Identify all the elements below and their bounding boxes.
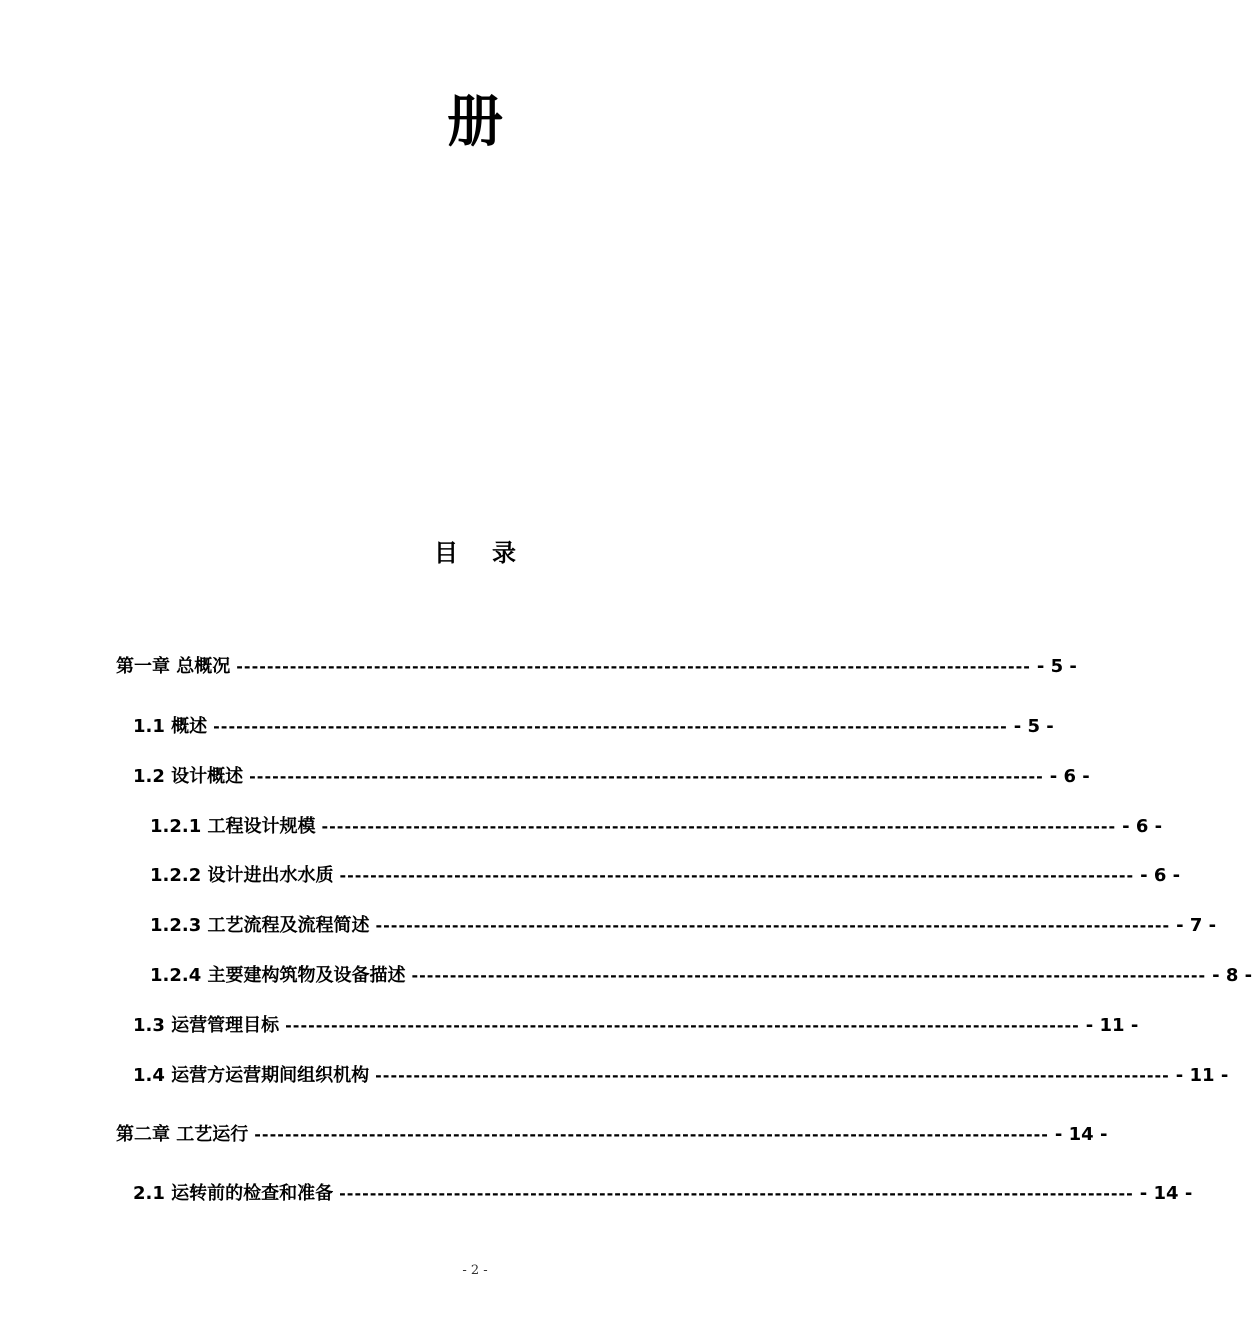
toc-entry-label: 2.1 运转前的检查和准备 <box>133 1183 334 1204</box>
toc-entry-1-1[interactable] <box>133 714 1054 740</box>
toc-entry-page: - 5 - <box>1036 656 1077 677</box>
toc-entry-chapter-2[interactable] <box>116 1122 1108 1148</box>
toc-entry-1-2[interactable] <box>133 764 1090 790</box>
toc-entry-page: - 14 - <box>1054 1124 1108 1145</box>
toc-entry-page: - 6 - <box>1122 816 1163 837</box>
toc-dot-leader: -------------------------------------------------------------------------------------------------------- <box>411 966 1207 985</box>
toc-entry-page: - 7 - <box>1176 915 1217 936</box>
toc-entry-1-2-2[interactable] <box>150 863 1181 889</box>
toc-entry-label: 1.1 概述 <box>133 716 208 737</box>
toc-dot-leader: -------------------------------------------------------------------------------------------------------- <box>375 1066 1170 1085</box>
toc-entry-label: 1.2.4 主要建构筑物及设备描述 <box>150 965 406 986</box>
toc-entry-label: 1.2.3 工艺流程及流程简述 <box>150 915 370 936</box>
toc-dot-leader: -------------------------------------------------------------------------------------------------------- <box>321 817 1117 836</box>
toc-entry-label: 1.2 设计概述 <box>133 766 244 787</box>
toc-entry-label: 第一章 总概况 <box>116 656 231 677</box>
toc-dot-leader: -------------------------------------------------------------------------------------------------------- <box>285 1016 1080 1035</box>
toc-dot-leader: -------------------------------------------------------------------------------------------------------- <box>339 1184 1134 1203</box>
toc-entry-label: 1.2.1 工程设计规模 <box>150 816 316 837</box>
toc-entry-label: 第二章 工艺运行 <box>116 1124 249 1145</box>
toc-entry-page: - 5 - <box>1013 716 1054 737</box>
toc-entry-page: - 14 - <box>1139 1183 1193 1204</box>
cover-title-char: 册 <box>447 90 503 155</box>
toc-dot-leader: -------------------------------------------------------------------------------------------------------- <box>339 866 1135 885</box>
toc-entry-1-2-3[interactable] <box>150 913 1217 939</box>
toc-entry-page: - 8 - <box>1212 965 1252 986</box>
toc-entry-label: 1.3 运营管理目标 <box>133 1015 280 1036</box>
toc-entry-1-2-4[interactable] <box>150 963 1252 989</box>
toc-entry-1-3[interactable] <box>133 1013 1139 1039</box>
toc-dot-leader: -------------------------------------------------------------------------------------------------------- <box>236 657 1031 676</box>
toc-entry-label: 1.2.2 设计进出水水质 <box>150 865 334 886</box>
toc-entry-page: - 11 - <box>1175 1065 1229 1086</box>
toc-dot-leader: -------------------------------------------------------------------------------------------------------- <box>375 916 1171 935</box>
toc-entry-page: - 11 - <box>1085 1015 1139 1036</box>
toc-dot-leader: -------------------------------------------------------------------------------------------------------- <box>249 767 1044 786</box>
toc-dot-leader: -------------------------------------------------------------------------------------------------------- <box>254 1125 1049 1144</box>
toc-entry-1-4[interactable] <box>133 1063 1229 1089</box>
toc-entry-chapter-1[interactable] <box>116 654 1077 680</box>
toc-entry-2-1[interactable] <box>133 1181 1193 1207</box>
toc-entry-page: - 6 - <box>1049 766 1090 787</box>
toc-entry-page: - 6 - <box>1140 865 1181 886</box>
toc-entry-label: 1.4 运营方运营期间组织机构 <box>133 1065 370 1086</box>
toc-heading: 目录 <box>434 539 550 567</box>
toc-dot-leader: -------------------------------------------------------------------------------------------------------- <box>213 717 1008 736</box>
toc-entry-1-2-1[interactable] <box>150 814 1163 840</box>
page-number: - 2 - <box>462 1263 488 1278</box>
